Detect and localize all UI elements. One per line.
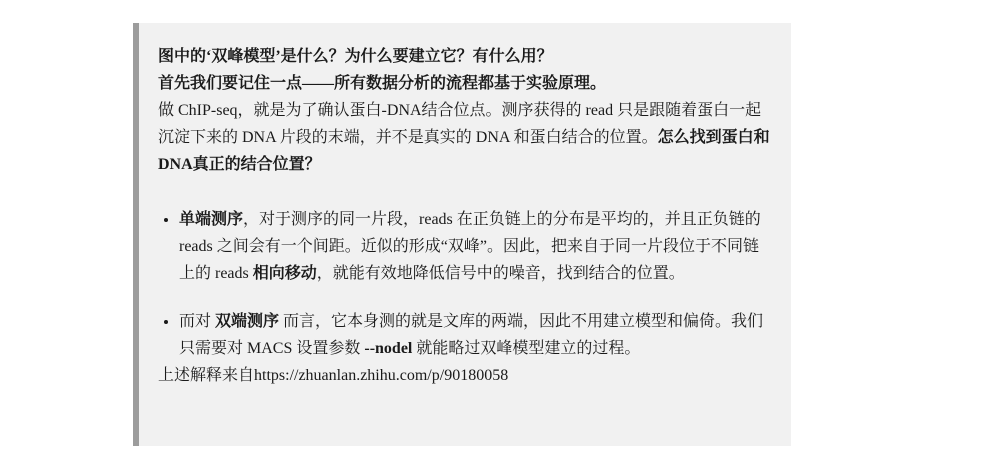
list-item-paired-end-sequencing: • 而对 双端测序 而言，它本身测的就是文库的两端，因此不用建立模型和偏倚。我们只需要对 MACS 设置参数 --nodel 就能略过双峰模型建立的过程。 <box>179 308 771 362</box>
paragraph-chipseq-explanation: 做 ChIP-seq，就是为了确认蛋白-DNA结合位点。测序获得的 read 只是跟随着蛋白一起沉淀下来的 DNA 片段的末端，并不是真实的 DNA 和蛋白结合的位置。怎么找到蛋白和DNA真正的结合位置？ <box>158 102 770 173</box>
source-line: 上述解释来自https://zhuanlan.zhihu.com/p/90180058 <box>158 367 509 384</box>
heading-experiment-principle: 首先我们要记住一点——所有数据分析的流程都基于实验原理。 <box>158 75 607 92</box>
heading-bimodal-model-question: 图中的‘双峰模型’是什么？为什么要建立它？有什么用？ <box>158 48 553 65</box>
blockquote <box>133 23 791 446</box>
list-item-single-end-sequencing: • 单端测序，对于测序的同一片段，reads 在正负链上的分布是平均的，并且正负链的 reads 之间会有一个间距。近似的形成“双峰”。因此，把来自于同一片段位于不同链上的 reads 相向移动，就能有效地降低信号中的噪音，找到结合的位置。 <box>179 206 771 287</box>
explanation-list <box>158 206 771 362</box>
